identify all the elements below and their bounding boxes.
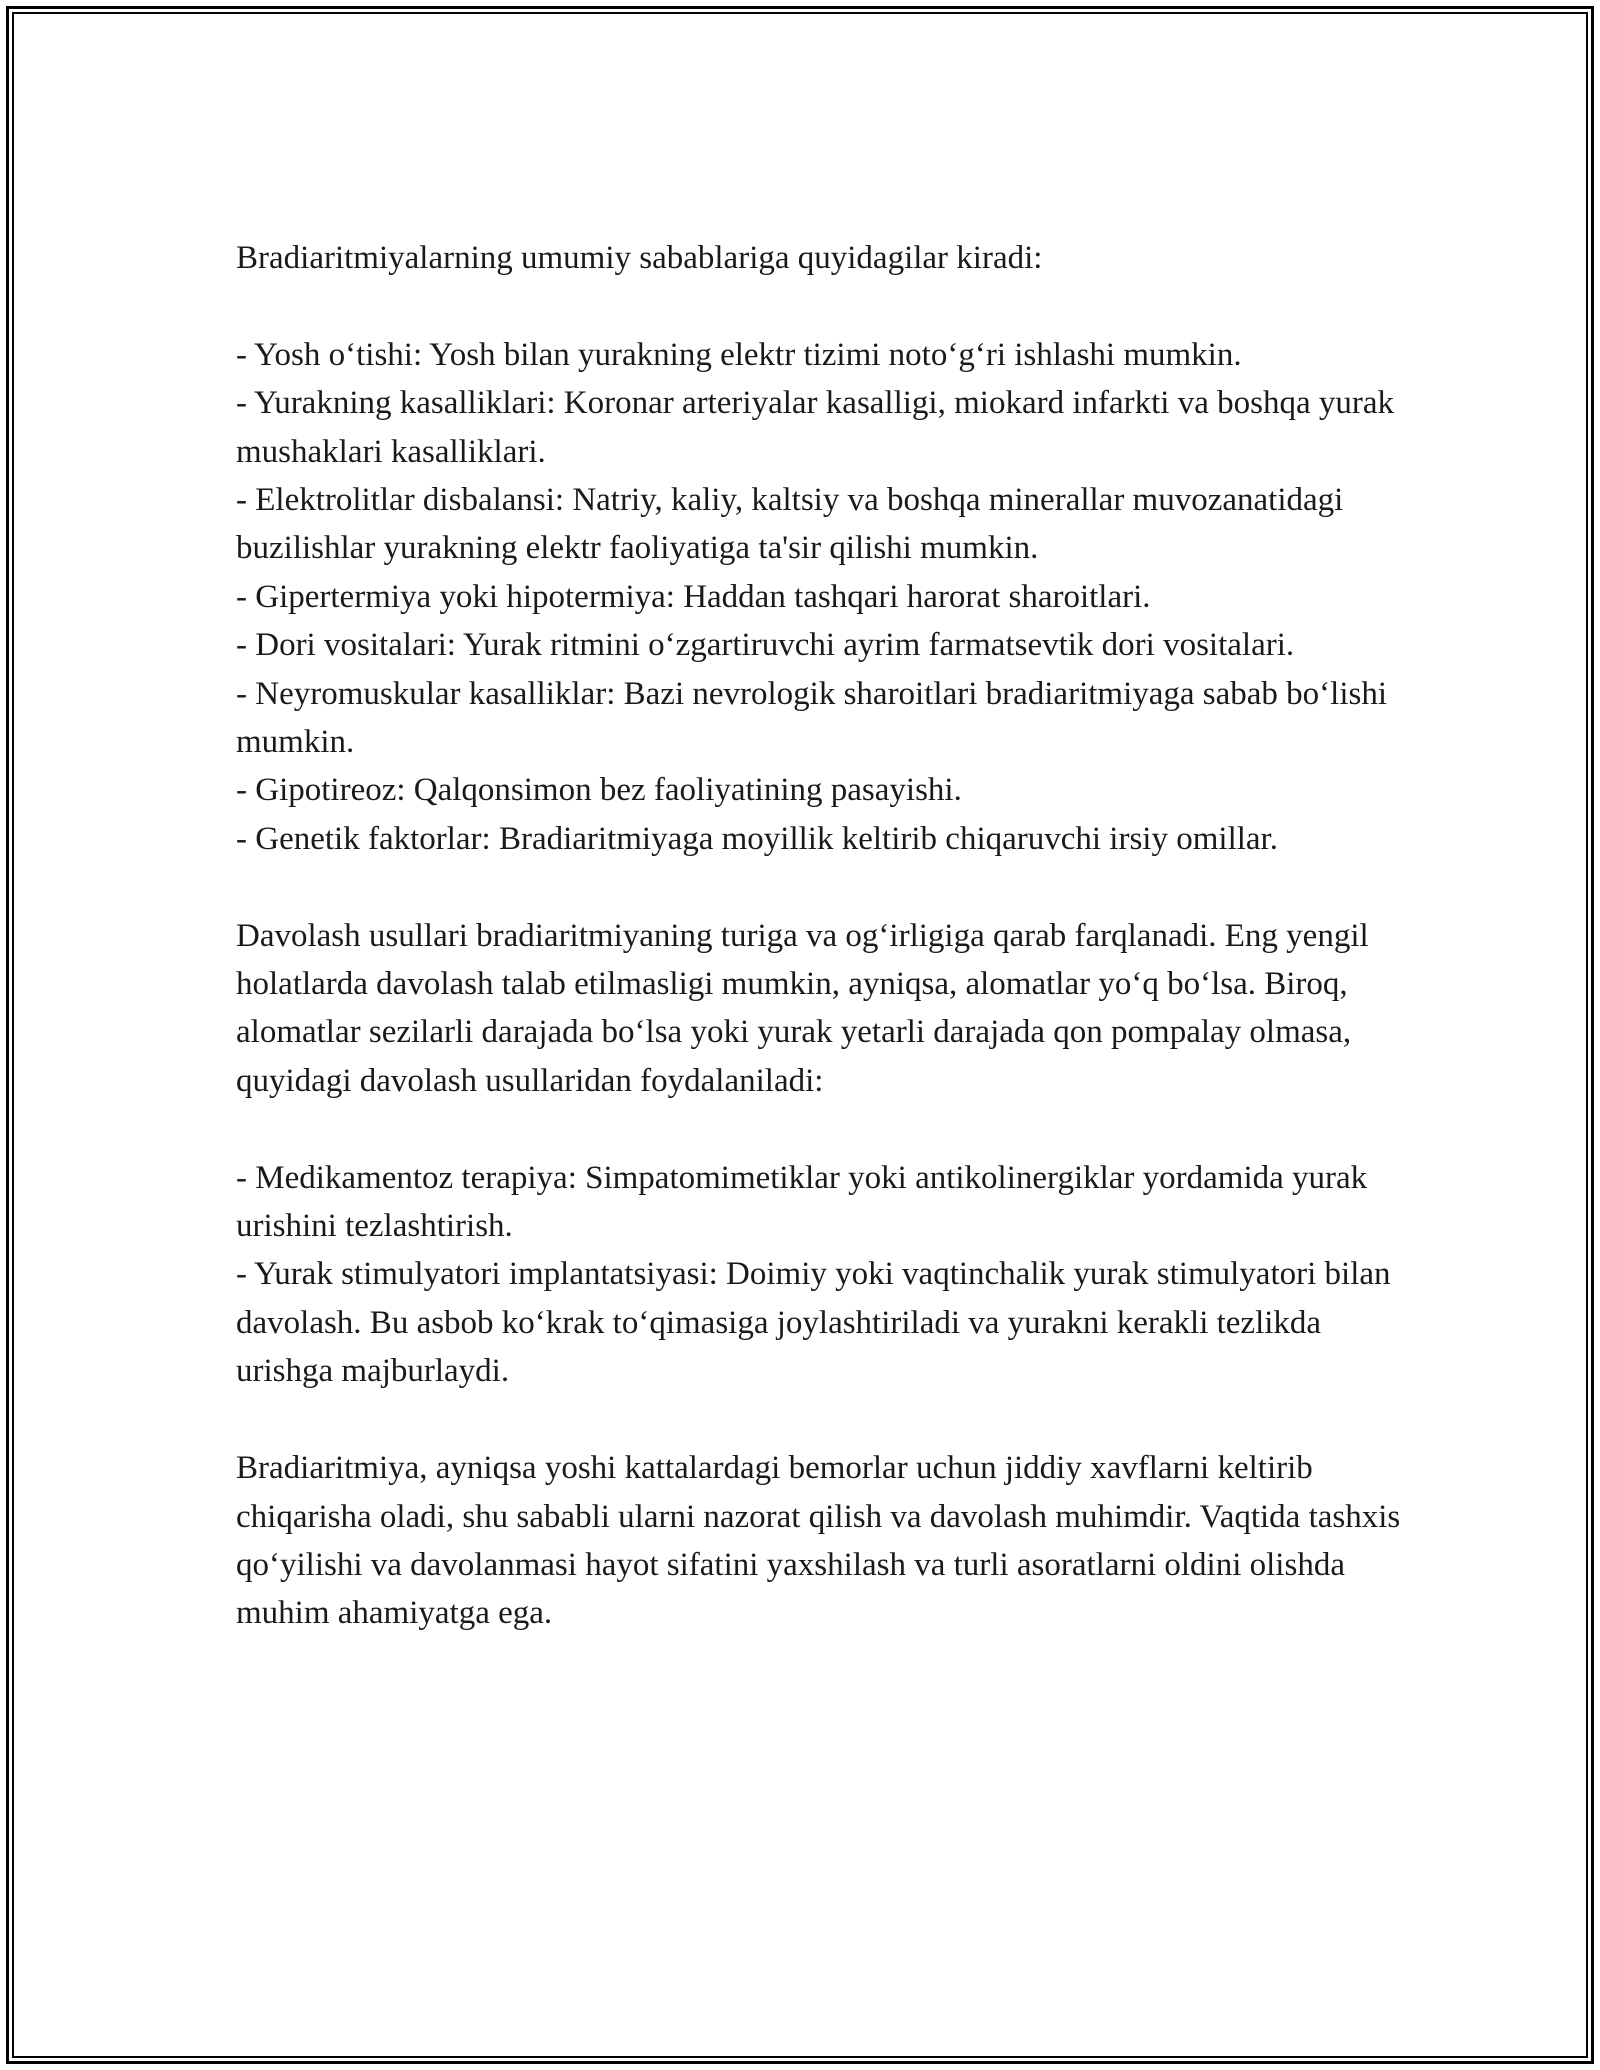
cause-item-heart-disease: - Yurakning kasalliklari: Koronar arteriyalar kasalligi, miokard infarkti va boshqa yurak mushaklari kasalliklari.: [236, 385, 1394, 470]
treatment-item-pacemaker: - Yurak stimulyatori implantatsiyasi: Doimiy yoki vaqtinchalik yurak stimulyatori bilan davolash. Bu asbob ko‘krak to‘qimasiga joylashtiriladi va yurakni kerakli tezlikda urishga majburlaydi.: [236, 1256, 1391, 1390]
cause-item-medications: - Dori vositalari: Yurak ritmini o‘zgartiruvchi ayrim farmatsevtik dori vositalari.: [236, 627, 1295, 664]
paragraph-gap: [236, 1105, 1406, 1153]
cause-item-genetic: - Genetik faktorlar: Bradiaritmiyaga moyillik keltirib chiqaruvchi irsiy omillar.: [236, 820, 1278, 857]
treatment-item-medication: - Medikamentoz terapiya: Simpatomimetiklar yoki antikolinergiklar yordamida yurak urishini tezlashtirish.: [236, 1159, 1368, 1245]
cause-item-age: - Yosh o‘tishi: Yosh bilan yurakning elektr tizimi noto‘g‘ri ishlashi mumkin.: [236, 336, 1242, 373]
document-body: [236, 234, 1406, 1638]
causes-intro: Bradiaritmiyalarning umumiy sabablariga quyidagilar kiradi:: [236, 240, 1043, 276]
cause-item-neuromuscular: - Neyromuskular kasalliklar: Bazi nevrologik sharoitlari bradiaritmiyaga sabab bo‘lishi mumkin.: [236, 675, 1388, 761]
treatment-intro: Davolash usullari bradiaritmiyaning turiga va og‘irligiga qarab farqlanadi. Eng yengil holatlarda davolash talab etilmasligi mumkin, ayniqsa, alomatlar yo‘q bo‘lsa. Biroq, alomatlar sezilarli darajada bo‘lsa yoki yurak yetarli darajada qon pompalay olmasa, quyidagi davolash usullaridan foydalaniladi:: [236, 917, 1369, 1099]
conclusion-paragraph: Bradiaritmiya, ayniqsa yoshi kattalardagi bemorlar uchun jiddiy xavflarni keltirib chiqarisha oladi, shu sababli ularni nazorat qilish va davolash muhimdir. Vaqtida tashxis qo‘yilishi va davolanmasi hayot sifatini yaxshilash va turli asoratlarni oldini olishda muhim ahamiyatga ega.: [236, 1450, 1401, 1632]
cause-item-temperature: - Gipertermiya yoki hipotermiya: Haddan tashqari harorat sharoitlari.: [236, 578, 1151, 615]
cause-item-hypothyroidism: - Gipotireoz: Qalqonsimon bez faoliyatining pasayishi.: [236, 772, 962, 809]
paragraph-gap: [236, 282, 1406, 330]
paragraph-gap: [236, 1396, 1406, 1444]
paragraph-gap: [236, 863, 1406, 911]
cause-item-electrolytes: - Elektrolitlar disbalansi: Natriy, kaliy, kaltsiy va boshqa minerallar muvozanatidagi buzilishlar yurakning elektr faoliyatiga ta'sir qilishi mumkin.: [236, 482, 1344, 567]
